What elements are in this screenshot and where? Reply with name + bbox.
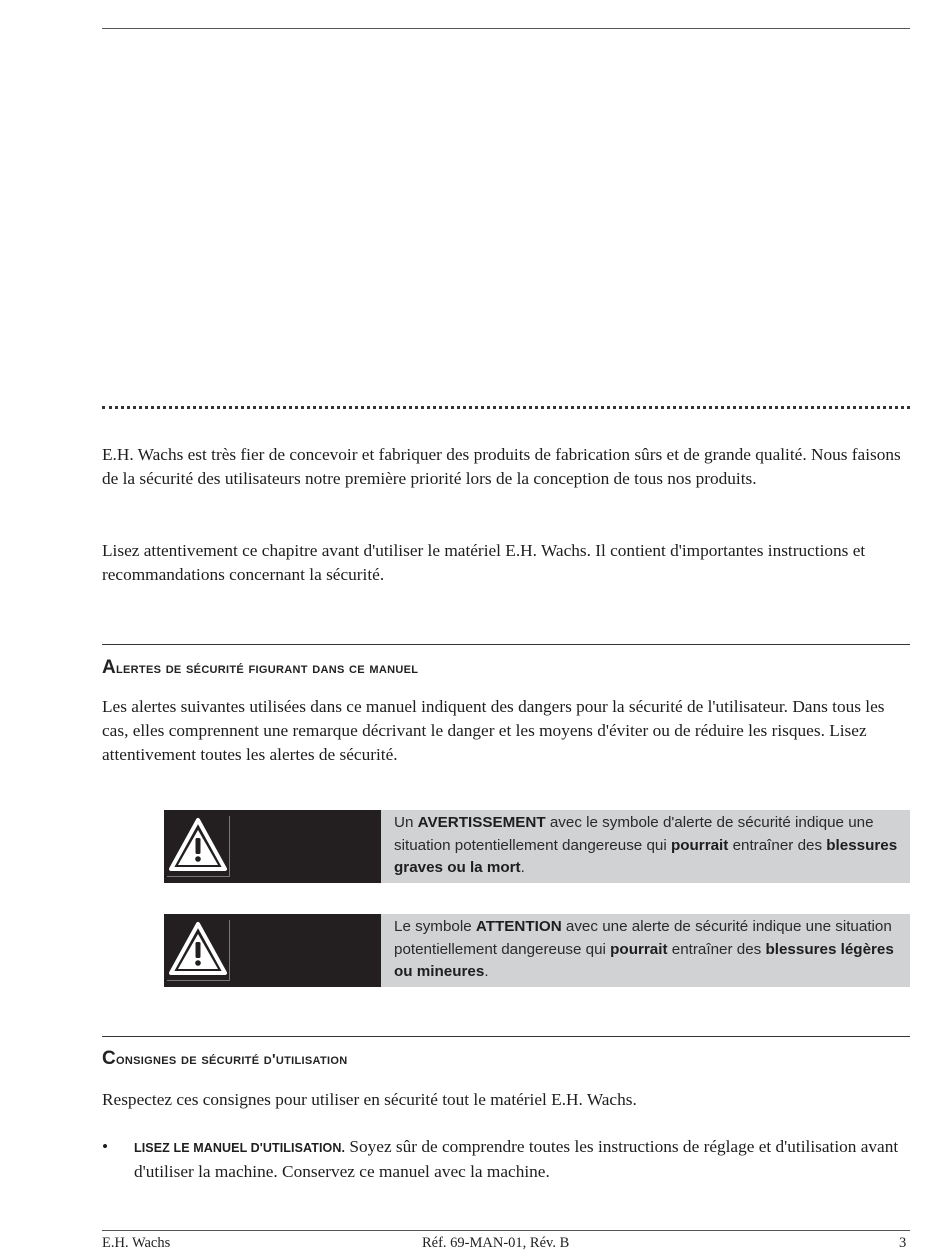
warning-triangle-icon xyxy=(167,920,230,981)
alert-text: entraîner des xyxy=(667,940,766,958)
page-number: 3 xyxy=(899,1235,907,1251)
footer-company: E.H. Wachs xyxy=(102,1235,171,1251)
section-heading-consignes xyxy=(102,1048,347,1070)
alert-emphasis: blessures graves ou la mort xyxy=(394,836,898,876)
bullet-marker: • xyxy=(102,1137,109,1156)
alert-text: avec le symbole d'alerte de sécurité indique une situation potentiellement dangereuse qui xyxy=(394,814,874,854)
bullet-body: Soyez sûr de comprendre toutes les instructions de réglage et d'utilisation avant d'utiliser la machine. Conservez ce manuel avec la machine. xyxy=(134,1137,899,1181)
alert-emphasis: pourrait xyxy=(670,836,729,854)
alert-emphasis: pourrait xyxy=(610,940,668,958)
alert-text: . xyxy=(520,859,525,876)
warning-alert-text xyxy=(381,810,910,883)
alert-text: Le symbole xyxy=(394,918,476,935)
warning-icon-panel xyxy=(164,810,381,883)
caution-alert xyxy=(164,914,910,987)
heading-rest: lertes de sécurité figurant dans ce manuel xyxy=(116,660,419,677)
bullet-lead: LISEZ LE MANUEL D'UTILISATION. xyxy=(134,1141,346,1155)
warning-alert xyxy=(164,810,910,883)
alert-keyword: AVERTISSEMENT xyxy=(417,814,546,831)
bullet-text xyxy=(134,1135,912,1184)
alert-text: Un xyxy=(394,814,418,831)
consignes-intro-paragraph: Respectez ces consignes pour utiliser en sécurité tout le matériel E.H. Wachs. xyxy=(102,1090,637,1109)
footer-rule xyxy=(102,1230,910,1231)
dotted-divider xyxy=(102,406,910,409)
alert-text: . xyxy=(484,963,489,980)
section-rule xyxy=(102,1036,910,1037)
intro-paragraph-1: E.H. Wachs est très fier de concevoir et fabriquer des produits de fabrication sûrs et de grande qualité. Nous faisons de la sécurité des utilisateurs notre première priorité lors de la conception de tous nos produits. xyxy=(102,445,901,488)
alert-keyword: ATTENTION xyxy=(475,918,562,935)
section-rule xyxy=(102,644,910,645)
intro-paragraph-2: Lisez attentivement ce chapitre avant d'utiliser le matériel E.H. Wachs. Il contient d'importantes instructions et recommandations concernant la sécurité. xyxy=(102,541,866,584)
top-rule xyxy=(102,28,910,29)
alert-emphasis: blessures légères ou mineures xyxy=(394,940,894,980)
footer-reference: Réf. 69-MAN-01, Rév. B xyxy=(422,1235,570,1251)
alert-text: entraîner des xyxy=(728,836,827,854)
caution-alert-text xyxy=(381,914,910,987)
caution-icon-panel xyxy=(164,914,381,987)
alerts-intro-paragraph: Les alertes suivantes utilisées dans ce manuel indiquent des dangers pour la sécurité de l'utilisateur. Dans tous les cas, elles comprennent une remarque décrivant le danger et les moyens d'éviter ou de réduire les risques. Lisez attentivement toutes les alertes de sécurité. xyxy=(102,697,885,764)
alert-text: avec une alerte de sécurité indique une situation potentiellement dangereuse qui xyxy=(394,918,892,958)
warning-triangle-icon xyxy=(167,816,230,877)
heading-initial: A xyxy=(102,657,117,678)
heading-initial: C xyxy=(102,1048,117,1069)
heading-rest: onsignes de sécurité d'utilisation xyxy=(116,1051,348,1068)
section-heading-alertes xyxy=(102,657,418,679)
